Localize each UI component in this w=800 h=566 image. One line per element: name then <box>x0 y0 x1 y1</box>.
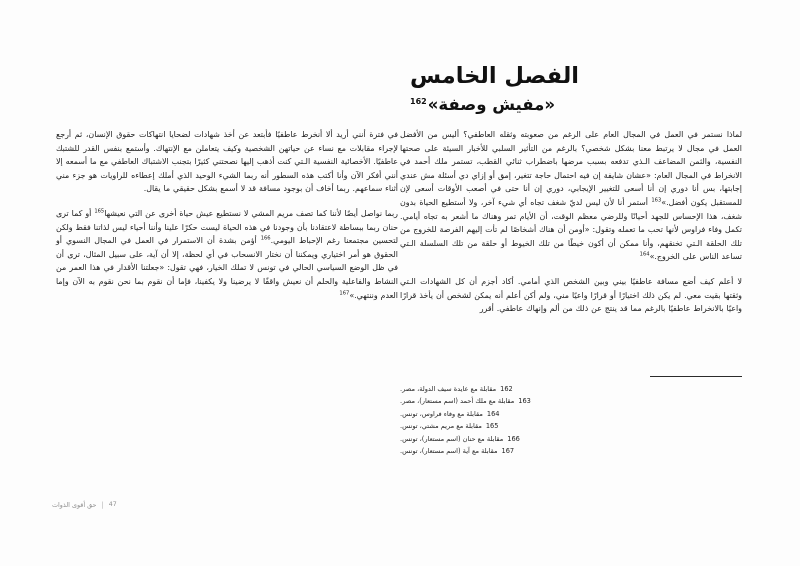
footer-separator: | <box>101 501 104 509</box>
footnote-item <box>400 445 742 457</box>
footnote-text: مقابلة مع حنان (اسم مستعار)، تونس. <box>400 434 504 443</box>
footnote-text: مقابلة مع ملك أحمد (اسم مستعار)، مصر. <box>400 397 515 406</box>
footnote-item <box>400 408 742 420</box>
footer-book-title: حق أقوى الذوات <box>52 501 97 510</box>
chapter-title: الفصل الخامس <box>410 63 580 89</box>
footnote-number: 165 <box>485 422 499 431</box>
footnote-text: مقابلة مع مريم مشتي، تونس. <box>400 422 482 431</box>
footnote-text: مقابلة مع وفاء فراوس، تونس. <box>400 409 483 418</box>
footnote-divider <box>650 376 742 377</box>
paragraph: ربما نواصل أيضًا لأننا كما تصف مريم المشي لا نستطيع عيش حياة أخرى عن التي نعيشها$^{165}$ أو كما ترى حنان ربما ببساطة لاعتقادنا بأن وجودنا في هذه الحياة ليست حكرًا علينا وأننا أحياء ليس لذاتنا فقط ولكن لتحسين مجتمعنا رغم الإحباط اليومي.$^{166}$ أؤمن بشدة أن الاستمرار في العمل في المجال النسوي أو الحقوق هو أمر اختياري ويمكننا أن نختار الانسحاب في أي لحظة، إلا أن آية، على سبيل المثال، ترى أن في ظل الوضع السياسي الحالي في تونس لا تملك الخيار، فهي تقول: «جعلتنا الأقدار في هذا العمر من النشاط والفاعلية والحلم أن نعيش واقفًا لا يرضينا ولا يكفينا، فإما أن نقوم بما نحن نقوم به الآن وإما العدم وننتهي.»$^{167}$ <box>56 208 399 300</box>
footnote-number: 166 <box>507 434 520 443</box>
paragraph: في فترة أنني أريد ألا أنخرط عاطفيًا فأبتعد عن أخذ شهادات لضحايا انتهاكات حقوق الإنسان، ثم أرجع لإجراء مقابلات مع نساء عن حياتهن الشخصية وكيف يتعاملن مع الإنتهاك. وأستمع بنفس القدر للشتبك عاطفيًا. الأخصائية النفسية الـتي كنت أذهب إليها نصحتني كثيرًا بتجنب الاشتباك العاطفي مع ما أسمعه إلا أنني أفكر الآن وأنا أكتب هذه السطور أنه ربما الشيء الوحيد الذي أملك إعطاءه للراويات هو جزء مني أثناء سماعهم. ربما أخاف أن بوجود مسافة قد لا أسمع بشكل حقيقي ما يقال. <box>56 130 398 194</box>
chapter-subtitle-text: «مفيش وصفة» <box>427 95 555 115</box>
footnote-number: 163 <box>518 397 531 406</box>
chapter-subtitle <box>410 94 740 115</box>
footnote-number: 162 <box>500 385 513 393</box>
footnote-text: مقابلة مع عايدة سيف الدولة، مصر. <box>400 385 497 393</box>
footnote-number: 167 <box>501 447 515 456</box>
paragraph: لماذا نستمر في العمل في المجال العام على الرغم من صعوبته وثقله العاطفي؟ أليس من الأفضل العمل في مجال لا يرتبط معنا بشكل شخصي؟ بالرغم من التأثير السلبي للأخبار السيئة على صحتها النفسية، والثمن المضاعف الـذي تدفعه بسبب مرضها باضطراب ثنائي القطب، تستمر ملك أحمد في الانخراط في المجال العام: «عشان شايفة إن فيه احتمال حاجة تتغير، إمق أو إزاي دي أسئلة مش عندي إجابتها، بس أنا دوري إن أنا أسعى للتغيير الإيجابي، دوري إن أنا حتى في أصعب الأوقات أسعى لإن للمستقبل يكون أفضل.»$^{163}$ أستمر أنا لأن ليس لديّ شغف تجاه أي شيء آخر، ولا أستطيع الحياة بدون شغف، هذا الإحساس للجهد أحيانًا وللرضي معظم الوقت، أن الأيام تمر وهناك ما أشعر به تجاه أيامي. تكمل وفاء فراوس لأنها تحب ما تعمله وتقول: «أومن أن هناك أشخاصًا لم تأت إليهم الفرصة للخروج من تلك الحلقة الـتي تخنقهم، وأنا ممكن أن أكون خيطًا من تلك الخيوط أو حلقة من تلك السلسلة الـتي تساعد الناس على الخروج.»$^{164}$ <box>400 130 742 262</box>
footnote-text: مقابلة مع آية (اسم مستعار)، تونس. <box>400 447 498 456</box>
footnote-list <box>400 383 742 457</box>
footnotes-section <box>400 376 742 457</box>
body-column-left <box>56 128 398 302</box>
running-footer <box>52 502 117 509</box>
footnote-item <box>400 383 742 395</box>
chapter-subtitle-footnote-ref: 162 <box>410 96 427 106</box>
paragraph: لا أعلم كيف أضع مسافة عاطفيًا بيني وبين الشخص الذي أمامي. أكاد أجزم أن كل الشهادات الـتي وثقتها بقيت معي. لم يكن ذلك اختيارًا أو قرارًا واعيًا مني، ولم أكن أعلم أنه يمكن لشخص أن يأخذ قرارًا واعيًا بالانخراط عاطفيًا بالرغم مما قد ينتج عن ذلك من ألم وإنهاك عاطفي. أقرر <box>400 276 742 314</box>
chapter-heading <box>410 62 740 116</box>
body-column-right <box>400 128 742 316</box>
footnote-number: 164 <box>486 409 500 418</box>
page-number: 47 <box>108 501 117 509</box>
footnote-item <box>400 433 742 445</box>
footnote-item <box>400 420 742 432</box>
footnote-item <box>400 395 742 407</box>
